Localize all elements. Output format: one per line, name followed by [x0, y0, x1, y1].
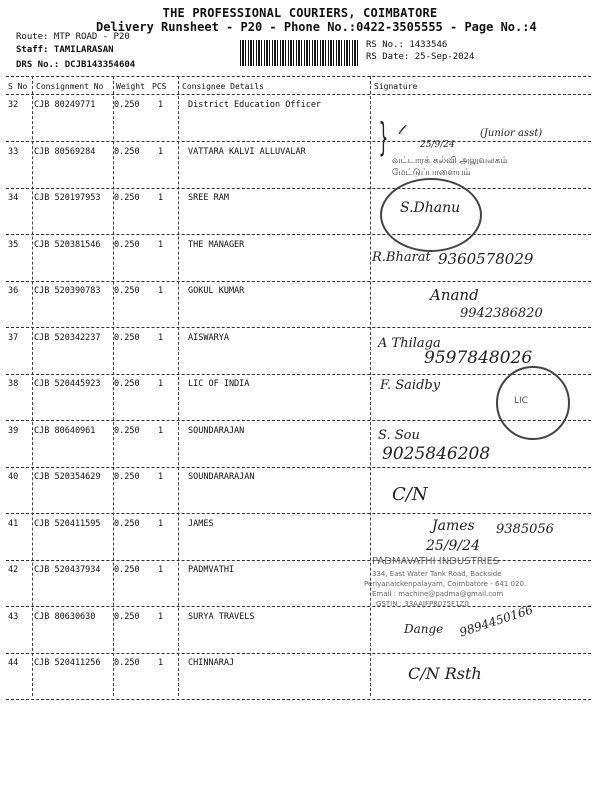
company-stamp-gstin: GSTIN : 33AAJFP8075F1Z0 [376, 600, 469, 608]
weight-cell: 0.250 [114, 239, 140, 250]
consignee-cell: THE MANAGER [188, 239, 245, 250]
signature-43: Dange [404, 622, 444, 636]
pcs-cell: 1 [158, 472, 164, 482]
sno-cell: 34 [8, 193, 19, 203]
consignee-cell: SOUNDARARAJAN [188, 472, 255, 482]
consignee-cell: JAMES [188, 518, 214, 529]
pcs-cell: 1 [158, 100, 164, 110]
weight-cell: 0.250 [114, 146, 140, 157]
consignment-no-cell: CJB 520411256 [34, 658, 101, 668]
sno-cell: 43 [8, 611, 19, 622]
sno-cell: 42 [8, 565, 19, 575]
office-stamp-line2: மேட்டுப்பாளையம் [392, 168, 471, 178]
col-header-consignee: Consignee Details [182, 82, 264, 91]
sno-cell: 36 [8, 286, 19, 296]
col-header-weight: Weight [116, 82, 145, 91]
brace-mark: } [378, 115, 389, 159]
consignee-cell: VATTARA KALVI ALLUVALAR [188, 146, 306, 157]
table-row [6, 468, 591, 514]
consignment-no-cell: CJB 520354629 [34, 472, 101, 482]
col-header-pcs: PCS [152, 82, 167, 91]
phone-39: 9025846208 [382, 444, 491, 464]
sno-cell: 39 [8, 425, 19, 436]
signature-35: R.Bharat [372, 250, 431, 265]
table-row [6, 654, 591, 700]
cn-mark-40: C/N [392, 484, 428, 505]
company-stamp-email: Email : machine@padma@gmail.com [372, 590, 504, 598]
weight-cell: 0.250 [114, 193, 140, 203]
drs-number: DRS No.: DCJB143354604 [16, 60, 136, 70]
sno-cell: 44 [8, 658, 19, 668]
consignment-no-cell: CJB 80249771 [34, 100, 96, 110]
weight-cell: 0.250 [114, 379, 140, 389]
weight-cell: 0.250 [114, 658, 140, 668]
signature-41-name: James [432, 518, 475, 534]
consignment-no-cell: CJB 520390783 [34, 286, 101, 296]
consignee-cell: District Education Officer [188, 100, 322, 110]
runsheet-subtitle: Delivery Runsheet - P20 - Phone No.:0422-3505555 - Page No.:4 [96, 20, 537, 34]
pcs-cell: 1 [158, 193, 164, 203]
col-header-sno: S No [8, 82, 28, 91]
phone-37: 9597848026 [424, 348, 533, 368]
signature-32: 𝓉 [398, 122, 403, 138]
consignment-no-cell: CJB 80630630 [34, 611, 96, 622]
pcs-cell: 1 [158, 286, 164, 296]
weight-cell: 0.250 [114, 518, 140, 529]
company-stamp-address: 334, East Water Tank Road, Backside [372, 570, 502, 578]
table-top-border [6, 76, 591, 77]
weight-cell: 0.250 [114, 425, 140, 436]
company-stamp-name: PADMAVATHI INDUSTRIES [372, 556, 500, 567]
col-header-signature: Signature [374, 82, 418, 91]
pcs-cell: 1 [158, 565, 164, 575]
sno-cell: 40 [8, 472, 19, 482]
consignee-cell: PADMVATHI [188, 565, 235, 575]
consignment-no-cell: CJB 80569284 [34, 146, 96, 157]
weight-cell: 0.250 [114, 286, 140, 296]
signature-32-note: (Junior asst) [480, 128, 543, 139]
sno-cell: 35 [8, 239, 19, 250]
sno-cell: 32 [8, 100, 19, 110]
pcs-cell: 1 [158, 425, 164, 436]
sno-cell: 33 [8, 146, 19, 157]
consignee-cell: SOUNDARAJAN [188, 425, 245, 436]
phone-43: 9894450166 [457, 602, 535, 640]
consignee-cell: GOKUL KUMAR [188, 286, 245, 296]
consignment-no-cell: CJB 520342237 [34, 332, 101, 343]
pcs-cell: 1 [158, 239, 164, 250]
weight-cell: 0.250 [114, 100, 140, 110]
signature-38: F. Saidby [380, 378, 441, 393]
weight-cell: 0.250 [114, 611, 140, 622]
signature-32-date: 25/9/24 [420, 140, 455, 150]
consignment-no-cell: CJB 520381546 [34, 239, 101, 250]
consignee-cell: SURYA TRAVELS [188, 611, 255, 622]
row-separator [6, 699, 591, 700]
barcode [240, 40, 358, 66]
phone-41: 9385056 [496, 522, 554, 537]
weight-cell: 0.250 [114, 472, 140, 482]
consignment-no-cell: CJB 520445923 [34, 379, 101, 389]
phone-35: 9360578029 [438, 250, 534, 268]
table-row [6, 282, 591, 328]
consignment-no-cell: CJB 80640961 [34, 425, 96, 436]
consignee-cell: AISWARYA [188, 332, 229, 343]
consignee-cell: LIC OF INDIA [188, 379, 250, 389]
lic-stamp-mark: LIC [514, 396, 528, 406]
office-stamp-line1: வட்டாரக் கல்வி அலுவலகம் [392, 156, 508, 166]
page-title: THE PROFESSIONAL COURIERS, COIMBATORE [162, 6, 438, 20]
phone-36: 9942386820 [460, 306, 543, 321]
weight-cell: 0.250 [114, 565, 140, 575]
company-stamp-address2: Periyanaickenpalayam, Coimbatore - 641 020. [364, 580, 527, 588]
signature-36: Anand [430, 286, 479, 304]
signature-39-name: S. Sou [378, 428, 420, 443]
weight-cell: 0.250 [114, 332, 140, 343]
consignment-no-cell: CJB 520197953 [34, 193, 101, 203]
col-header-consignment: Consignment No [36, 82, 104, 91]
pcs-cell: 1 [158, 146, 164, 157]
header-bottom-border [6, 94, 591, 95]
rs-date: RS Date: 25-Sep-2024 [366, 52, 475, 62]
rs-number: RS No.: 1433546 [366, 40, 448, 50]
route-label: Route: MTP ROAD - P20 [16, 32, 130, 42]
sno-cell: 41 [8, 518, 19, 529]
pcs-cell: 1 [158, 379, 164, 389]
staff-label: Staff: TAMILARASAN [16, 45, 114, 55]
pcs-cell: 1 [158, 611, 164, 622]
pcs-cell: 1 [158, 332, 164, 343]
pcs-cell: 1 [158, 658, 164, 668]
signature-34: S.Dhanu [400, 200, 461, 216]
table-row [6, 189, 591, 235]
sno-cell: 38 [8, 379, 19, 389]
pcs-cell: 1 [158, 518, 164, 529]
sno-cell: 37 [8, 332, 19, 343]
lic-round-stamp [496, 366, 570, 440]
cn-mark-44: C/N Rsth [408, 664, 482, 683]
consignee-cell: CHINNARAJ [188, 658, 235, 668]
signature-41-date: 25/9/24 [426, 538, 480, 554]
signature-37-name: A Thilaga [378, 336, 441, 351]
table-row [6, 422, 591, 468]
consignment-no-cell: CJB 520437934 [34, 565, 101, 575]
consignment-no-cell: CJB 520411595 [34, 518, 101, 529]
consignee-cell: SREE RAM [188, 193, 229, 203]
